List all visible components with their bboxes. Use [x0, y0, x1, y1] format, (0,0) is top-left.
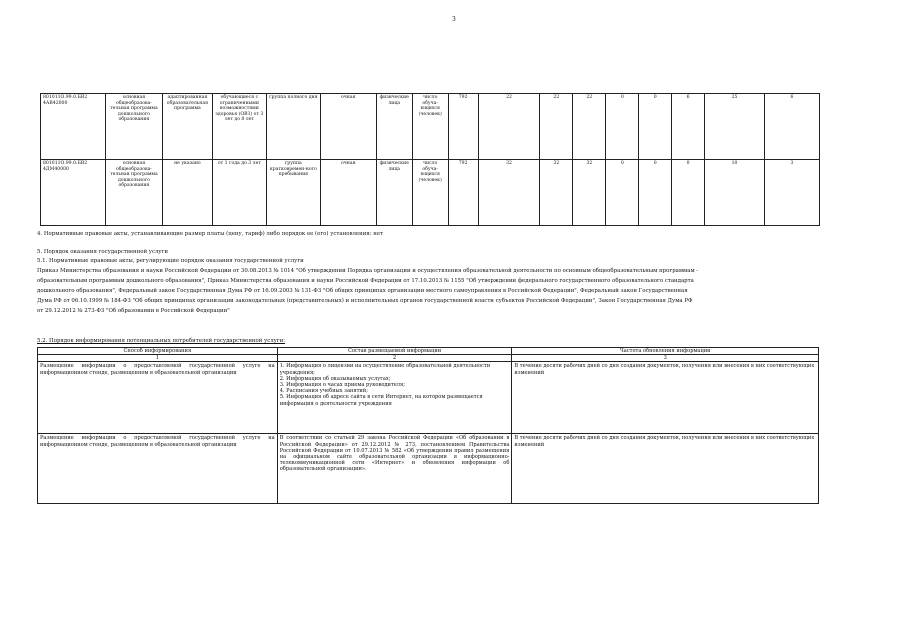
content-line: 1. Информация о лицензии на осуществление образовательной деятельности учреждения; [279, 363, 491, 376]
persons-cell: физические лица [376, 160, 412, 226]
column-number: 3 [512, 355, 819, 362]
content-cell [277, 362, 512, 434]
form-cell: очная [320, 160, 376, 226]
form-cell: очная [320, 94, 376, 160]
section-5-1-title: 5.1. Нормативные правовые акты, регулирующие порядок оказания государственной услуги [37, 258, 304, 264]
value-cell: 22 [478, 94, 540, 160]
value-cell: 0 [606, 94, 639, 160]
informing-table [37, 347, 819, 504]
value-cell: 0 [606, 160, 639, 226]
value-cell: 0 [639, 94, 672, 160]
legal-acts-line: от 29.12.2012 № 273-ФЗ "Об образовании в Российской Федерации" [37, 308, 230, 314]
okei-cell: 792 [448, 94, 478, 160]
value-cell: 32 [540, 160, 573, 226]
value-cell: 0 [639, 160, 672, 226]
registry-code-cell: 801011О.99.0.БВ2 4ДМ40000 [41, 160, 106, 226]
value-cell: 0 [672, 160, 705, 226]
volume-indicators-table [40, 93, 820, 226]
section-4-text: 4. Нормативные правовые акты, устанавливающие размер платы (цену, тариф) либо порядок ее (его) установления: нет [37, 231, 383, 237]
value-cell: 6 [672, 94, 705, 160]
page-number: 3 [452, 16, 456, 23]
program-kind-cell: адаптированная образовательная программа [162, 94, 212, 160]
program-kind-cell: не указано [162, 160, 212, 226]
content-line: 3. Информация о часах приема руководителя; [279, 382, 405, 389]
column-number: 2 [277, 355, 512, 362]
registry-code-cell: 801011О.99.0.БВ2 4АВ42000 [41, 94, 106, 160]
indicator-cell: число обуча-ющихся (человек) [412, 160, 448, 226]
category-cell: от 1 года до 3 лет [212, 160, 266, 226]
value-cell: 25 [705, 94, 765, 160]
legal-acts-line: Дума РФ от 06.10.1999 № 184-ФЗ "Об общих принципах организации законодательных (представительных) и исполнительных органов государственной власти субъектов Российской Федерации", Закон Государственная Дума РФ [37, 298, 693, 304]
content-line: 2. Информация об оказываемых услугах; [279, 375, 391, 382]
section-5-title: 5. Порядок оказания государственной услуги [37, 249, 168, 255]
legal-acts-line: образовательным программам дошкольного образования", Приказ Министерства образования и науки Российской Федерации от 17.10.2013 № 1155 "Об утверждении федерального государственного образовательного стандарта [37, 278, 694, 284]
method-cell: Размещение информации о предоставляемой государственной услуге на информационном стенде, размещенном в образовательной организации [38, 362, 278, 434]
method-cell: Размещение информации о предоставляемой государственной услуге на информационном стенде, размещенном в образовательной организации [38, 434, 278, 504]
program-cell: основная общеобразова-тельная программа дошкольного образования [105, 94, 162, 160]
legal-acts-line: Приказ Министерства образования и науки Российской Федерации от 30.08.2013 № 1014 "Об утверждении Порядка организации и осуществления образовательной деятельности по основным общеобразовательным программам - [37, 268, 699, 274]
value-cell: 3 [764, 160, 819, 226]
okei-cell: 792 [448, 160, 478, 226]
table-row [38, 362, 819, 434]
table-row [41, 94, 820, 160]
content-line: 4. Расписания учебных занятий; [279, 388, 368, 395]
column-header: Частота обновления информации [512, 348, 819, 355]
stay-cell: группа полного дня [266, 94, 320, 160]
column-header: Способ информирования [38, 348, 278, 355]
table-header-row [38, 348, 819, 355]
value-cell: 32 [478, 160, 540, 226]
table-number-row [38, 355, 819, 362]
value-cell: 10 [705, 160, 765, 226]
table-row [41, 160, 820, 226]
content-cell: В соответствии со статьей 29 закона Российской Федерации «Об образовании в Российской Федерации» от 29.12.2012 № 273, постановлением Правительства Российской Федерации от 10.07.2013 № 582 «Об утверждении правил размещения на официальном сайте образовательной организации в информационно-телекоммуникационной сети «Интернет» и обновления информации об образовательной организации». [277, 434, 512, 504]
stay-cell: группа кратковремен-ного пребывания [266, 160, 320, 226]
legal-acts-line: дошкольного образования", Федеральный закон Государственная Дума РФ от 16.09.2003 № 131-ФЗ "Об общих принципах организации местного самоуправления в Российской Федерации", Федеральный закон Государственная [37, 288, 688, 294]
content-line: 5. Информация об адресе сайта в сети Интернет, на котором размещается информация о деятельности учреждения [279, 394, 483, 407]
section-5-2-title: 5.2. Порядок информирования потенциальных потребителей государственной услуги: [37, 338, 286, 344]
value-cell: 32 [573, 160, 606, 226]
program-cell: основная общеобразова-тельная программа дошкольного образования [105, 160, 162, 226]
frequency-cell: В течение десяти рабочих дней со дня создания документов, получения или внесения в них соответствующих изменений [512, 362, 819, 434]
category-cell: обучающиеся с ограниченными возможностями здоровья (ОВЗ) от 3 лет до 8 лет [212, 94, 266, 160]
persons-cell: физические лица [376, 94, 412, 160]
value-cell: 22 [540, 94, 573, 160]
table-row [38, 434, 819, 504]
frequency-cell: В течение десяти рабочих дней со дня создания документов, получения или внесения в них соответствующих изменений [512, 434, 819, 504]
indicator-cell: число обуча-ющихся (человек) [412, 94, 448, 160]
value-cell: 6 [764, 94, 819, 160]
column-header: Состав размещаемой информации [277, 348, 512, 355]
column-number: 1 [38, 355, 278, 362]
value-cell: 22 [573, 94, 606, 160]
